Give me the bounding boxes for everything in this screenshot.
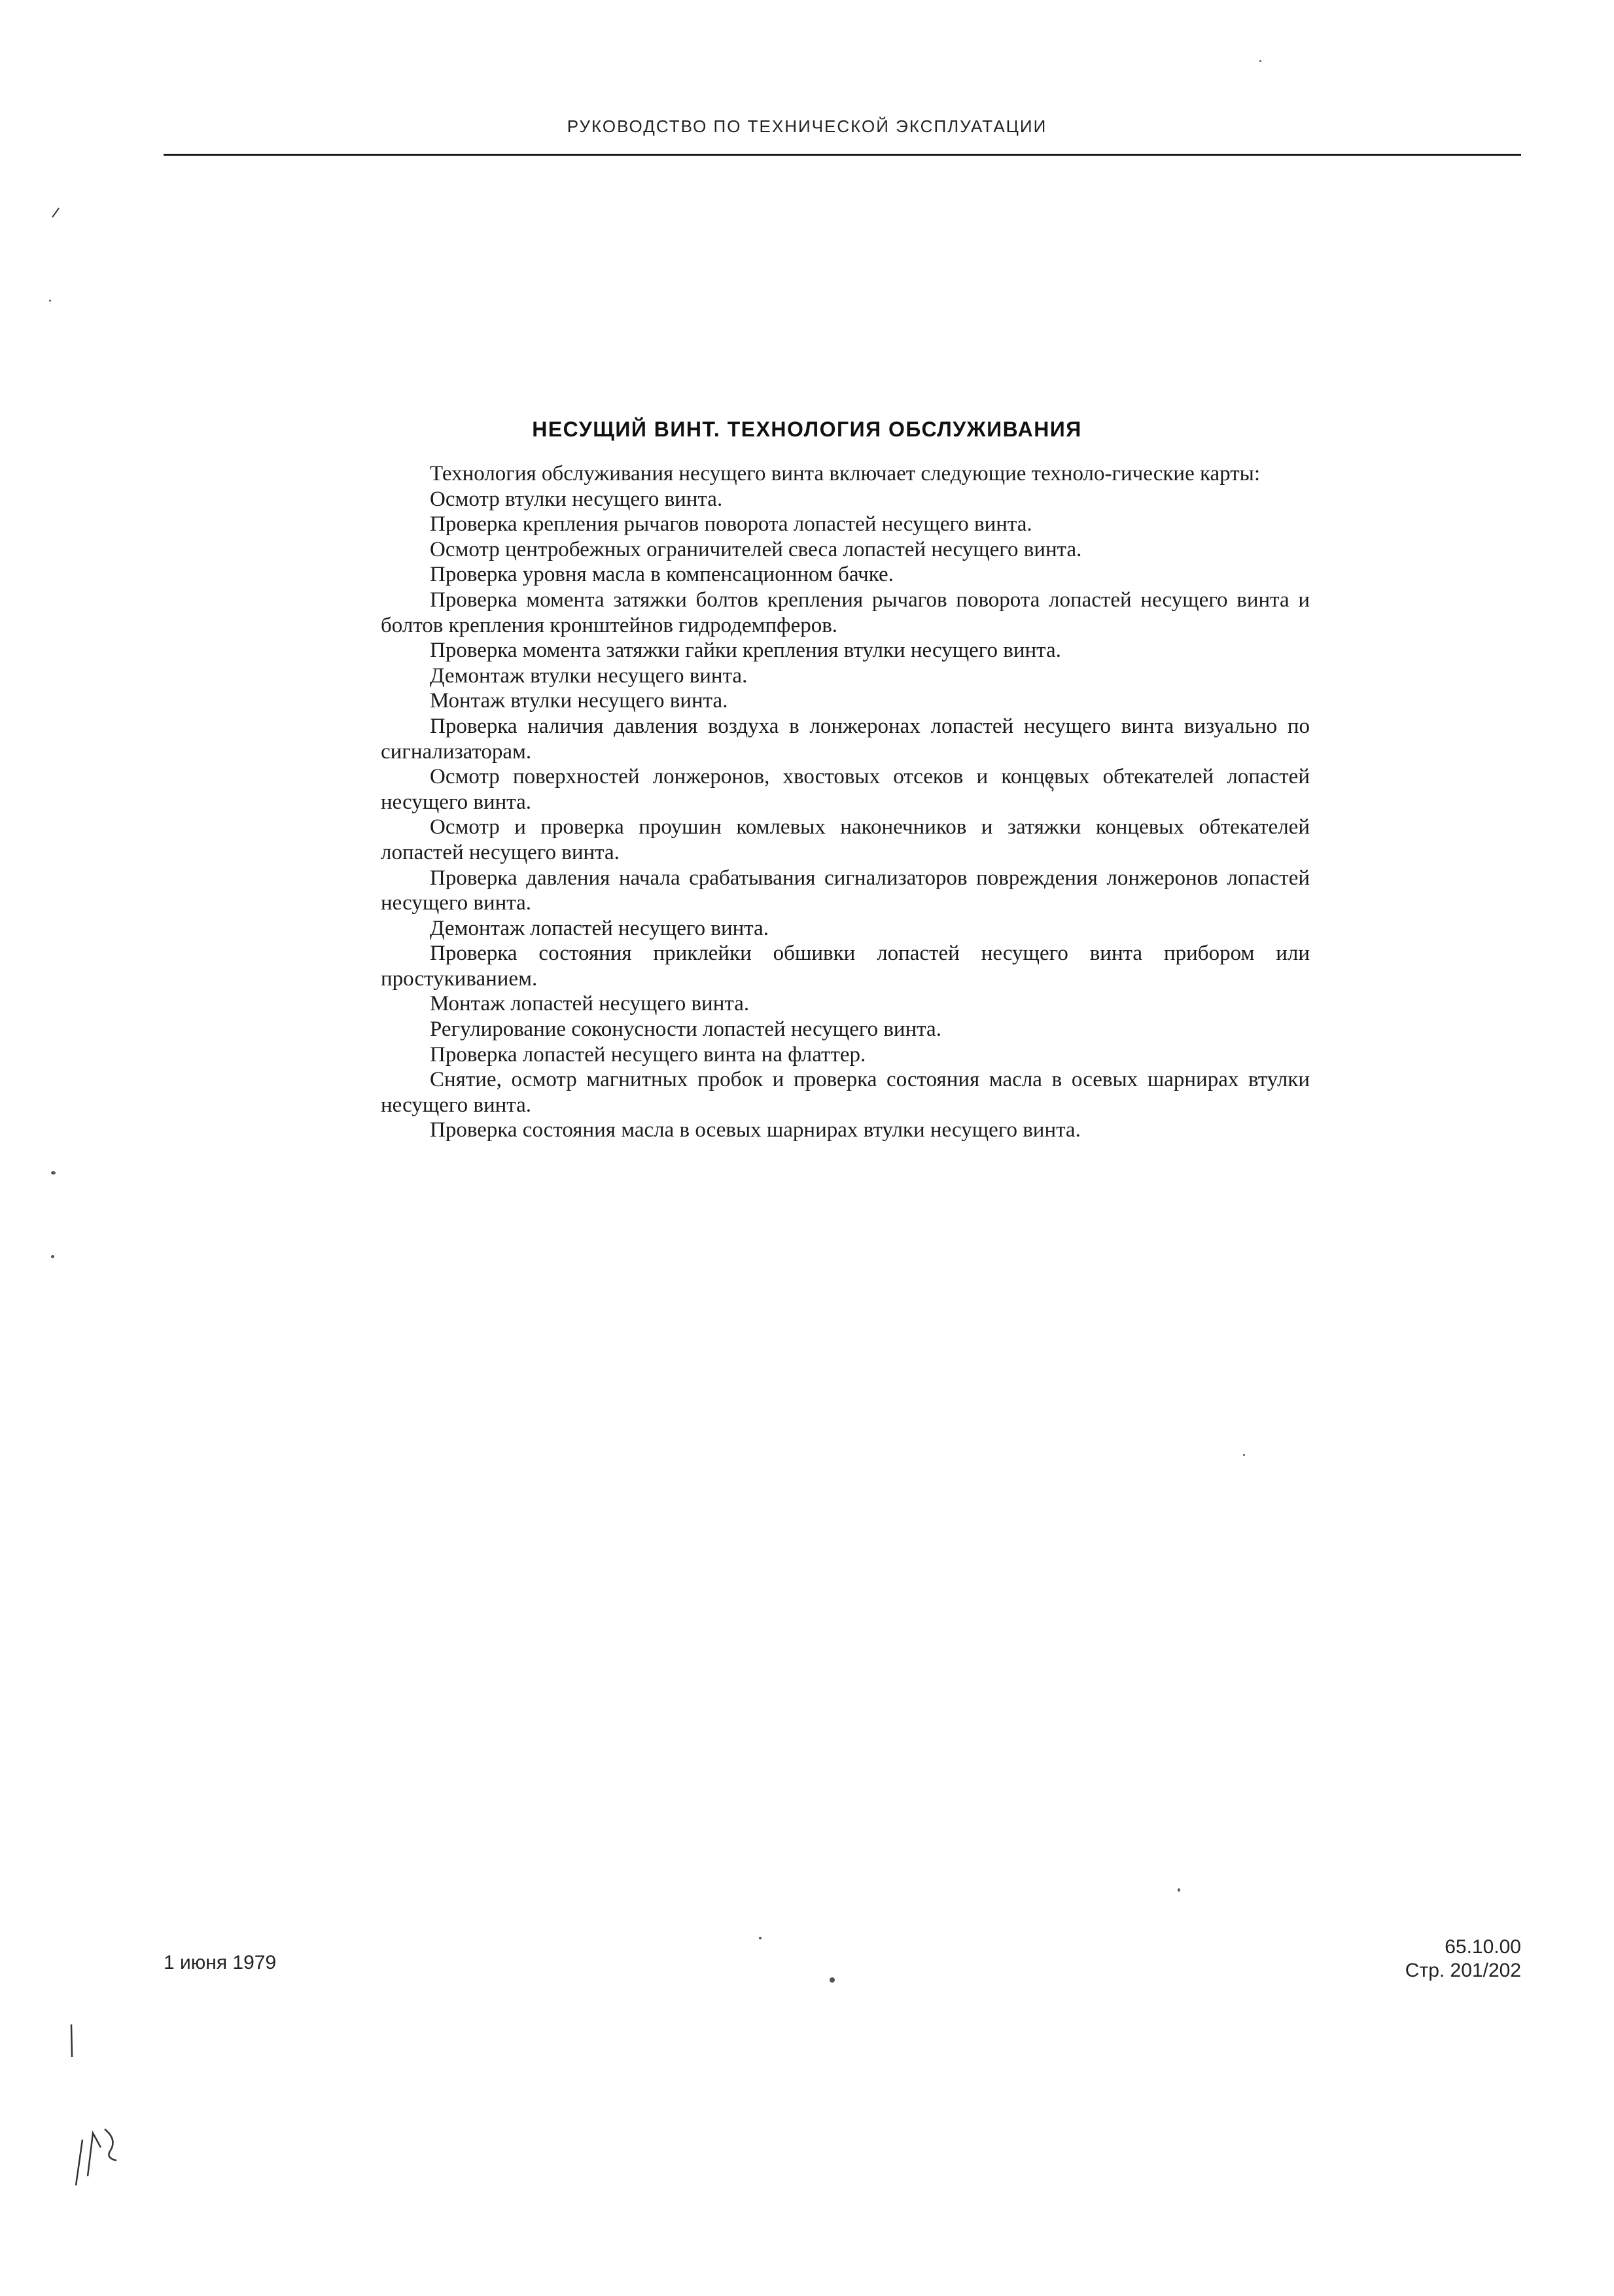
scan-speck (51, 1255, 54, 1258)
scan-speck (830, 1977, 835, 1983)
card-item: Проверка уровня масла в компенсационном бачке. (430, 563, 894, 587)
card-item: Монтаж лопастей несущего винта. (430, 992, 750, 1016)
section-title: НЕСУЩИЙ ВИНТ. ТЕХНОЛОГИЯ ОБСЛУЖИВАНИЯ (532, 417, 1082, 441)
footer-reference (1405, 1935, 1521, 1983)
intro-paragraph: Технология обслуживания несущего винта включает следующие техноло-гические карты: (430, 462, 1260, 486)
body-text (381, 461, 1310, 1143)
card-item: Осмотр поверхностей лонжеронов, хвостовых отсеков и концевых обтекателей лопастей несущего винта. (381, 765, 1310, 814)
card-item: Проверка состояния масла в осевых шарнирах втулки несущего винта. (430, 1118, 1081, 1142)
card-item: Проверка давления начала срабатывания сигнализаторов повреждения лонжеронов лопастей несущего винта. (381, 866, 1310, 915)
card-item: Снятие, осмотр магнитных пробок и проверка состояния масла в осевых шарнирах втулки несущего винта. (381, 1068, 1310, 1117)
header-rule (164, 154, 1521, 156)
card-item: Осмотр втулки несущего винта. (430, 487, 723, 511)
card-item: Проверка лопастей несущего винта на флаттер. (430, 1042, 866, 1067)
pen-tick-mark (50, 204, 63, 220)
card-item: Проверка момента затяжки гайки крепления втулки несущего винта. (430, 639, 1061, 663)
pen-hook-mark (1045, 775, 1059, 792)
footer-date: 1 июня 1979 (164, 1952, 277, 1973)
doc-code: 65.10.00 (1445, 1936, 1521, 1958)
page-number: Стр. 201/202 (1405, 1960, 1521, 1981)
scan-speck (1259, 60, 1261, 62)
scan-speck (1243, 1454, 1245, 1456)
card-item: Проверка момента затяжки болтов крепления рычагов поворота лопастей несущего винта и болтов крепления кронштейнов гидродемпферов. (381, 588, 1310, 637)
card-item: Проверка состояния приклейки обшивки лопастей несущего винта прибором или простукиванием. (381, 942, 1310, 991)
card-item: Демонтаж втулки несущего винта. (430, 663, 748, 688)
card-item: Проверка наличия давления воздуха в лонжеронах лопастей несущего винта визуально по сигнализаторам. (381, 714, 1310, 764)
card-item: Регулирование соконусности лопастей несущего винта. (430, 1017, 941, 1042)
card-item: Проверка крепления рычагов поворота лопастей несущего винта. (430, 512, 1032, 537)
scan-speck (51, 1171, 56, 1174)
card-item: Осмотр и проверка проушин комлевых наконечников и затяжки концевых обтекателей лопастей несущего винта. (381, 815, 1310, 864)
card-item: Демонтаж лопастей несущего винта. (430, 916, 769, 940)
handwritten-scribble-mark (63, 2113, 135, 2192)
card-item: Осмотр центробежных ограничителей свеса лопастей несущего винта. (430, 537, 1082, 561)
scan-speck (49, 300, 51, 302)
card-item: Монтаж втулки несущего винта. (430, 689, 728, 713)
scan-speck (1178, 1888, 1180, 1892)
scan-speck (759, 1937, 762, 1939)
running-header: РУКОВОДСТВО ПО ТЕХНИЧЕСКОЙ ЭКСПЛУАТАЦИИ (567, 116, 1047, 136)
pen-stroke-mark (67, 2022, 76, 2061)
